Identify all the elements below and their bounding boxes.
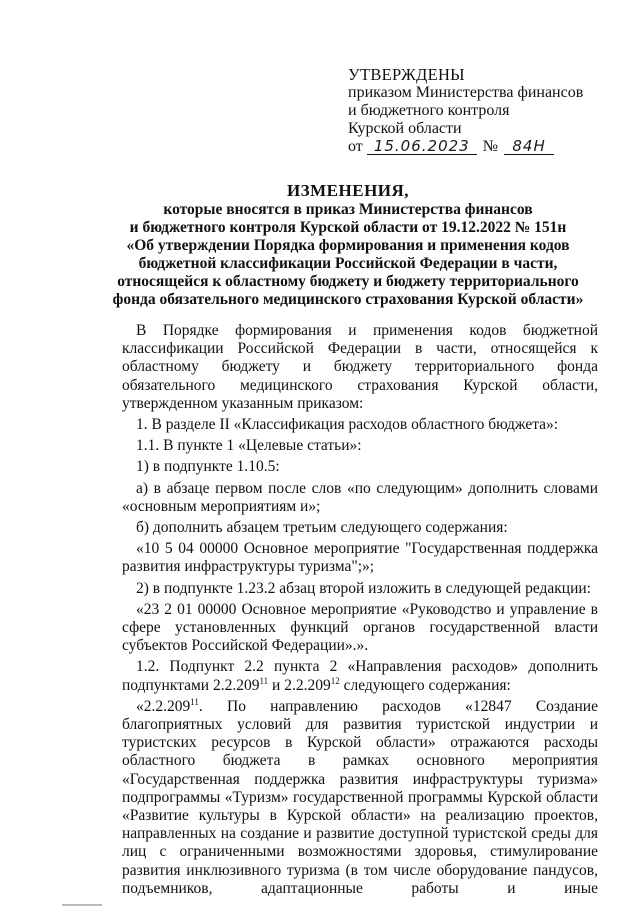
text-run: «2.2.209 (136, 697, 191, 715)
heading-title: ИЗМЕНЕНИЯ, (286, 181, 410, 200)
paragraph-intro: В Порядке формирования и применения кодов бюджетной классификации Российской Федерации в части, относящейся к областному бюджету и бюджету территориального фонда обязательного медицинского страхования Курской области, утвержденном указанным приказом: (122, 322, 598, 412)
document-body (122, 322, 598, 898)
approval-block (348, 66, 583, 156)
approval-line-3: Курской области (348, 120, 462, 137)
handwritten-number: 84Н (504, 138, 554, 155)
superscript: 12 (330, 675, 340, 686)
paragraph-section-2: 1. В разделе II «Классификация расходов областного бюджета»: (136, 416, 559, 434)
text-run: следующего содержания: (339, 676, 511, 694)
footer-mark (62, 904, 102, 906)
paragraph-subpoint-1: 1) в подпункте 1.10.5: (136, 458, 280, 476)
approval-title: УТВЕРЖДЕНЫ (348, 65, 465, 84)
paragraph-code-10-5-04: «10 5 04 00000 Основное мероприятие "Государственная поддержка развития инфраструктуры туризма";»; (122, 540, 598, 576)
paragraph-point-1-1: 1.1. В пункте 1 «Целевые статьи»: (136, 437, 362, 455)
heading-line: бюджетной классификации Российской Федерации в части, (138, 255, 558, 272)
superscript: 11 (190, 696, 199, 707)
number-label: № (482, 138, 499, 155)
paragraph-item-b: б) дополнить абзацем третьим следующего содержания: (136, 519, 508, 537)
paragraph-code-23-2-01: «23 2 01 00000 Основное мероприятие «Руководство и управление в сфере установленных функций органов государственной власти субъектов Российской Федерации».». (122, 600, 598, 655)
heading-line: фонда обязательного медицинского страхования Курской области» (112, 291, 584, 308)
text-run: 1.2. Подпункт 2.2 пункта 2 «Направления расходов» дополнить подпунктами 2.2.209 (122, 658, 598, 694)
approval-date-line (348, 138, 583, 156)
approval-line-2: и бюджетного контроля (348, 102, 510, 119)
paragraph-item-a: а) в абзаце первом после слов «по следующим» дополнить словами «основным мероприятиям и»; (122, 479, 598, 515)
heading-line: относящейся к областному бюджету и бюджету территориального (117, 273, 579, 290)
heading-line: «Об утверждении Порядка формирования и применения кодов (126, 237, 570, 254)
handwritten-date: 15.06.2023 (367, 138, 477, 155)
approval-line-1: приказом Министерства финансов (348, 84, 584, 101)
heading-line: которые вносятся в приказ Министерства финансов (163, 201, 533, 218)
text-run: . По направлению расходов «12847 Создание благоприятных условий для развития туристской индустрии и туристских ресурсов в Курской области» отражаются расходы областного бюджета в рамках основного мероприятия «Государственная поддержка развития инфраструктуры туризма» подпрограммы «Туризм» государственной программы Курской области «Развитие культуры в Курской области» на реализацию проектов, направленных на создание и развитие доступной туристской среды для лиц с ограниченными возможностями здоровья, стимулирование развития инклюзивного туризма (в том числе оборудование пандусов, подъемников, адаптационные работы и иные (122, 697, 598, 897)
text-run: и 2.2.209 (268, 676, 331, 694)
paragraph-2-2-209-11 (122, 698, 598, 898)
superscript: 11 (259, 675, 269, 686)
from-label: от (348, 138, 363, 155)
heading-line: и бюджетного контроля Курской области от 19.12.2022 № 151н (129, 219, 567, 236)
paragraph-point-1-2 (122, 658, 598, 694)
paragraph-subpoint-2: 2) в подпункте 1.23.2 абзац второй изложить в следующей редакции: (136, 579, 591, 597)
document-heading (108, 182, 588, 309)
